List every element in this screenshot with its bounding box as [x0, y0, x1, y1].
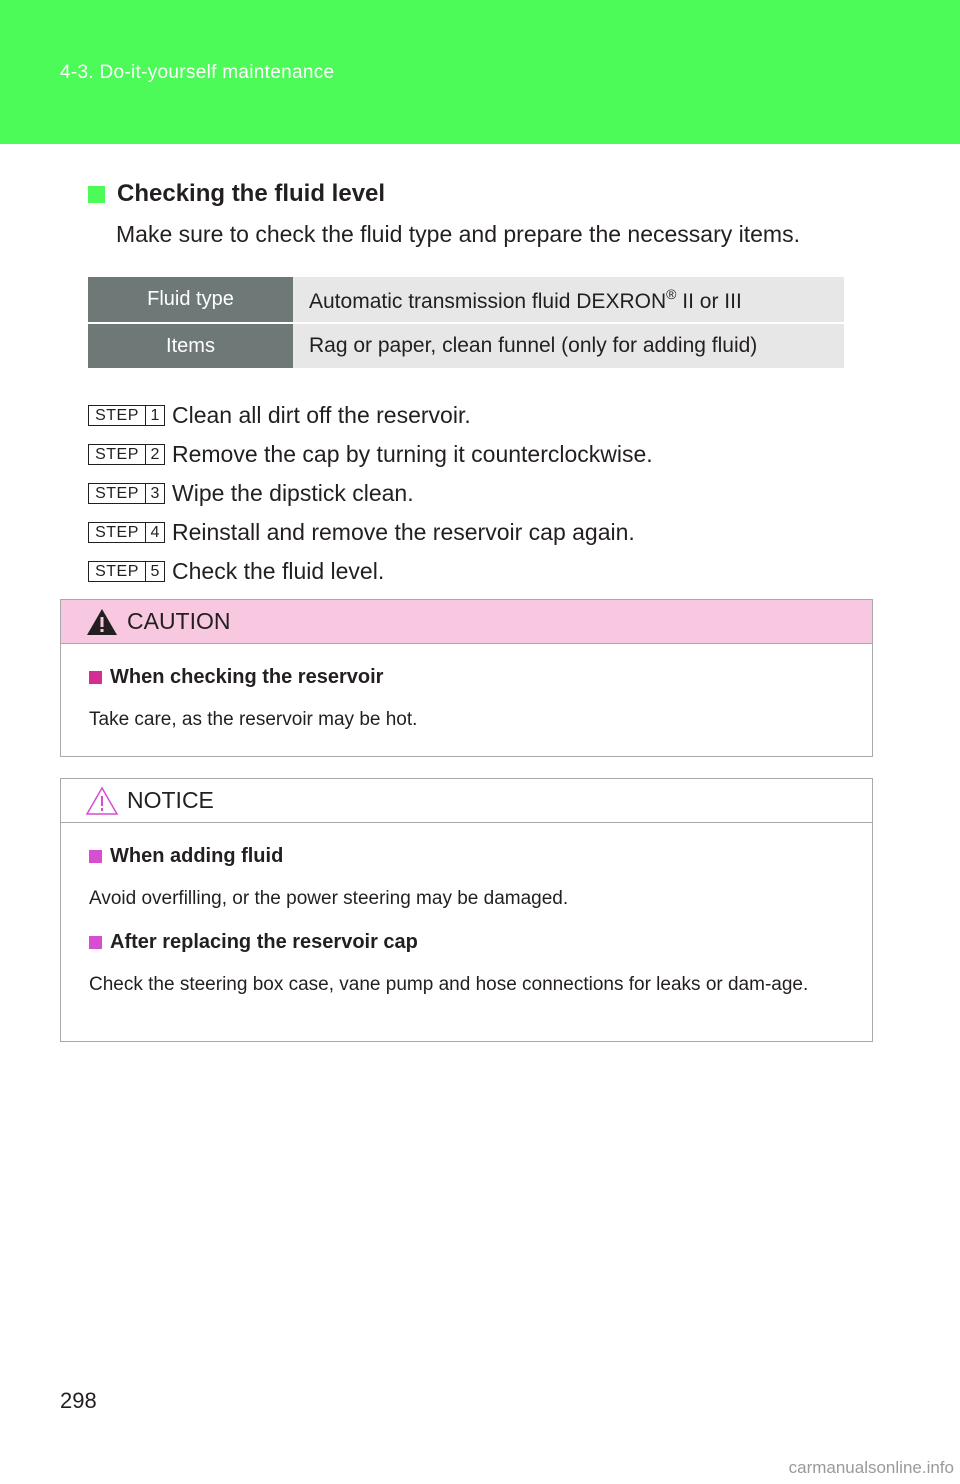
notice-title: NOTICE — [127, 787, 214, 813]
step-badge: STEP 2 — [88, 444, 165, 465]
warning-triangle-icon — [85, 607, 119, 637]
step-badge: STEP 5 — [88, 561, 165, 582]
caution-header — [61, 600, 872, 644]
step-item — [88, 552, 653, 591]
notice-body — [61, 823, 872, 999]
notice-box — [60, 778, 873, 1042]
caution-body — [61, 644, 872, 734]
table-label: Fluid type — [88, 277, 293, 323]
spec-table — [88, 277, 844, 370]
warning-triangle-icon — [85, 786, 119, 816]
step-text: Clean all dirt off the reservoir. — [172, 402, 471, 428]
square-bullet-icon — [88, 186, 105, 203]
step-text: Wipe the dipstick clean. — [172, 480, 414, 506]
step-text: Check the fluid level. — [172, 558, 385, 584]
notice-item-text: Check the steering box case, vane pump and hose connections for leaks or dam-age. — [89, 974, 809, 995]
square-bullet-icon — [89, 850, 102, 863]
table-value: Automatic transmission fluid DEXRON® II or III — [293, 277, 844, 323]
watermark: carmanualsonline.info — [788, 1458, 954, 1477]
subheading-text: Checking the fluid level — [117, 180, 386, 207]
table-value: Rag or paper, clean funnel (only for adding fluid) — [293, 323, 844, 369]
step-text: Reinstall and remove the reservoir cap again. — [172, 519, 635, 545]
step-item — [88, 396, 653, 435]
step-item — [88, 474, 653, 513]
step-badge: STEP 4 — [88, 522, 165, 543]
square-bullet-icon — [89, 671, 102, 684]
step-list — [88, 396, 653, 591]
caution-box — [60, 599, 873, 757]
step-item — [88, 435, 653, 474]
notice-header — [61, 779, 872, 823]
notice-item-heading: When adding fluid — [89, 845, 872, 868]
caution-item-text: Take care, as the reservoir may be hot. — [89, 709, 418, 730]
subheading — [88, 180, 385, 208]
notice-item-text: Avoid overfilling, or the power steering may be damaged. — [89, 888, 569, 909]
caution-item-heading: When checking the reservoir — [89, 666, 872, 689]
table-row — [88, 277, 844, 323]
intro-text: Make sure to check the fluid type and prepare the necessary items. — [116, 221, 800, 247]
table-label: Items — [88, 323, 293, 369]
notice-item-heading: After replacing the reservoir cap — [89, 931, 872, 954]
table-row — [88, 323, 844, 369]
step-badge: STEP 1 — [88, 405, 165, 426]
caution-title: CAUTION — [127, 608, 231, 634]
section-title: 4-3. Do-it-yourself maintenance — [60, 62, 335, 83]
step-badge: STEP 3 — [88, 483, 165, 504]
square-bullet-icon — [89, 936, 102, 949]
page-number: 298 — [60, 1388, 97, 1413]
step-text: Remove the cap by turning it counterclockwise. — [172, 441, 653, 467]
step-item — [88, 513, 653, 552]
